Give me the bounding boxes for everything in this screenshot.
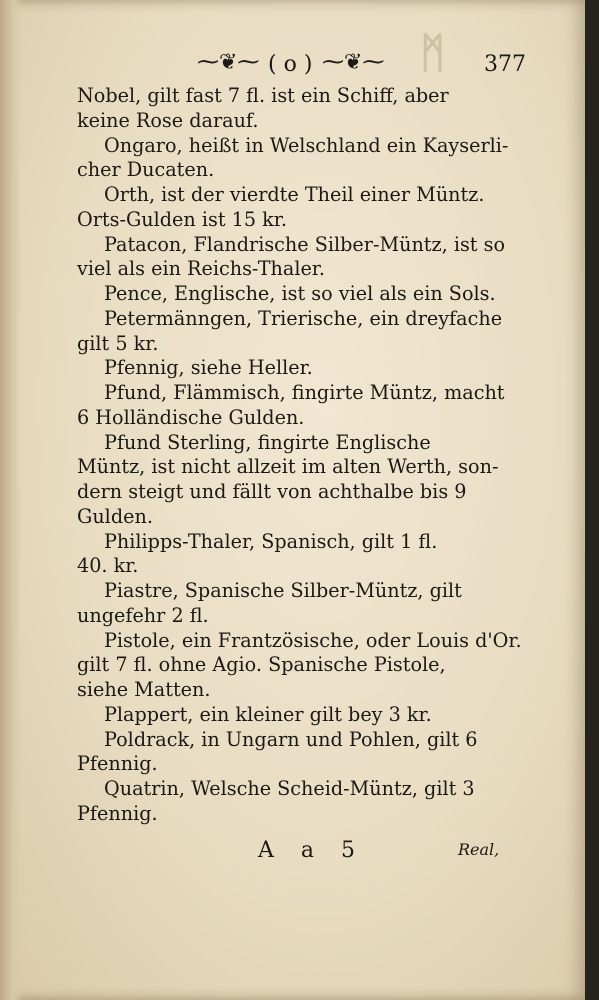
text-line: Pence, Englische, ist so viel als ein Sols. (104, 282, 496, 305)
text-line: gilt 5 kr. (77, 331, 159, 355)
text-line: Petermänngen, Trierische, ein dreyfache (104, 306, 503, 330)
text-line: Pfund Sterling, fingirte Englische (104, 430, 431, 454)
text-line: Philipps-Thaler, Spanisch, gilt 1 fl. (104, 529, 438, 553)
text-line: Plappert, ein kleiner gilt bey 3 kr. (104, 702, 432, 726)
faded-stamp: ᛗ (420, 28, 446, 77)
text-line: Poldrack, in Ungarn und Pohlen, gilt 6 (104, 727, 478, 751)
text-line: ungefehr 2 fl. (77, 603, 209, 627)
text-line: Nobel, gilt fast 7 fl. ist ein Schiff, aber (77, 84, 449, 107)
text-line: Orth, ist der vierdte Theil einer Müntz. (104, 183, 485, 206)
text-line: Pfennig, siehe Heller. (104, 356, 313, 380)
page-footer (0, 838, 585, 868)
text-line: Pfennig. (77, 801, 158, 825)
text-line: Quatrin, Welsche Scheid-Müntz, gilt 3 (104, 777, 475, 800)
text-line: keine Rose darauf. (77, 108, 259, 132)
header-signature-mark: ( o ) (268, 52, 313, 77)
text-line: siehe Matten. (77, 678, 211, 701)
catchword: Real, (458, 840, 500, 859)
ornament-right: ⁓❦⁓ (322, 50, 385, 75)
text-line: 40. kr. (77, 554, 139, 578)
text-line: Pfennig. (77, 752, 158, 776)
text-line: Piastre, Spanische Silber-Müntz, gilt (104, 579, 462, 602)
ornament-left: ⁓❦⁓ (197, 50, 260, 75)
text-line: 6 Holländische Gulden. (77, 405, 305, 429)
text-line: Müntz, ist nicht allzeit im alten Werth, son- (77, 455, 499, 479)
text-line: Patacon, Flandrische Silber-Müntz, ist so (104, 232, 506, 256)
text-line: viel als ein Reichs-Thaler. (77, 257, 325, 281)
page-header (0, 50, 585, 80)
text-line: gilt 7 fl. ohne Agio. Spanische Pistole, (77, 653, 446, 677)
body-text (77, 84, 532, 827)
text-line: Pfund, Flämmisch, fingirte Müntz, macht (104, 381, 505, 404)
text-line: Orts-Gulden ist 15 kr. (77, 207, 287, 231)
page-edge-shadow (585, 0, 599, 1000)
text-line: cher Ducaten. (77, 158, 215, 182)
page-number: 377 (484, 52, 526, 77)
text-line: Gulden. (77, 504, 153, 528)
text-line: Ongaro, heißt in Welschland ein Kayserli- (104, 133, 509, 157)
text-line: dern steigt und fällt von achthalbe bis 9 (77, 480, 467, 503)
signature-mark: A a 5 (258, 838, 365, 863)
text-line: Pistole, ein Frantzösische, oder Louis d'Or. (104, 628, 522, 652)
